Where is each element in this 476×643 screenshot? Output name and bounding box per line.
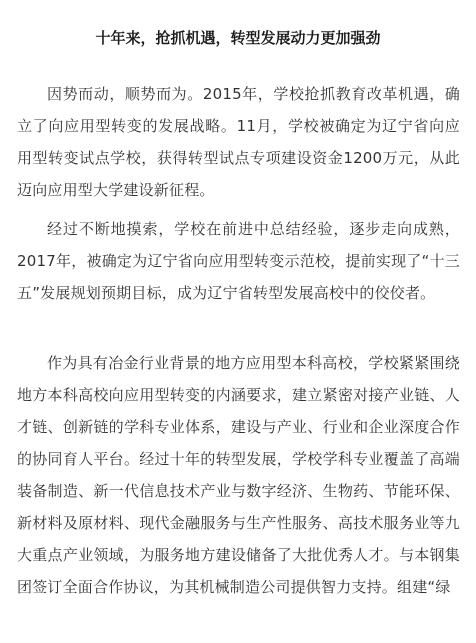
article-paragraph-2: 经过不断地摸索，学校在前进中总结经验，逐步走向成熟，2017年，被确定为辽宁省向应用型转变示范校，提前实现了“十三五”发展规划预期目标，成为辽宁省转型发展高校中的佼佼者。: [17, 220, 460, 302]
article-title: 十年来，抢抓机遇，转型发展动力更加强劲: [95, 29, 381, 47]
article-paragraph-1: 因势而动，顺势而为。2015年，学校抢抓教育改革机遇，确立了向应用型转变的发展战略。11月，学校被确定为辽宁省向应用型转变试点学校，获得转型试点专项建设资金1200万元，从此迈向应用型大学建设新征程。: [17, 85, 460, 199]
article-paragraph-3: 作为具有冶金行业背景的地方应用型本科高校，学校紧紧围绕地方本科高校向应用型转变的内涵要求，建立紧密对接产业链、人才链、创新链的学科专业体系，建设与产业、行业和企业深度合作的协同育人平台。经过十年的转型发展，学校学科专业覆盖了高端装备制造、新一代信息技术产业与数字经济、生物药、节能环保、新材料及原材料、现代金融服务与生产性服务、高技术服务业等九大重点产业领域，为服务地方建设储备了大批优秀人才。与本钢集团签订全面合作协议，为其机械制造公司提供智力支持。组建“绿: [17, 354, 460, 596]
